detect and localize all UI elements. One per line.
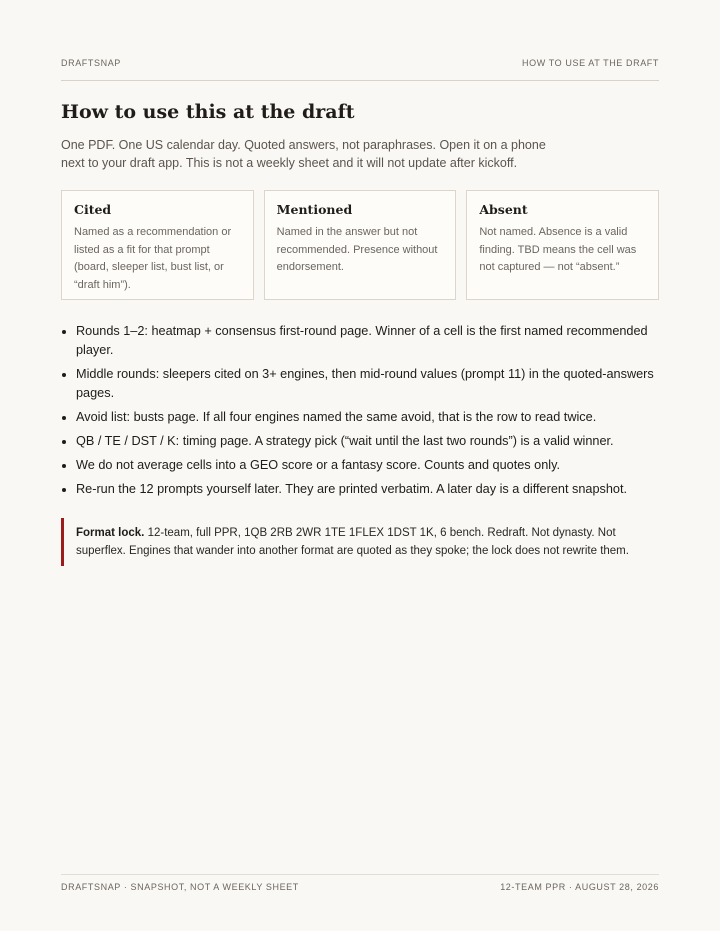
running-footer — [61, 882, 659, 892]
list-item: • We do not average cells into a GEO score or a fantasy score. Counts and quotes only. — [76, 456, 659, 475]
card-body: Named in the answer but not recommended. Presence without endorsement. — [276, 226, 438, 273]
card-body: Named as a recommendation or listed as a fit for that prompt (board, sleeper list, bust list, or “draft him”). — [74, 226, 232, 291]
running-header — [61, 58, 659, 68]
card-cited — [61, 190, 254, 300]
card-absent — [466, 190, 659, 300]
usage-list — [61, 322, 659, 504]
footer-divider — [61, 874, 659, 875]
footer-right-text: 12-TEAM PPR · AUGUST 28, 2026 — [500, 882, 659, 892]
section-name: HOW TO USE AT THE DRAFT — [522, 58, 659, 68]
callout-text: 12-team, full PPR, 1QB 2RB 2WR 1TE 1FLEX 1DST 1K, 6 bench. Redraft. Not dynasty. Not superflex. Engines that wander into another format are quoted as they spoke; the lock does not rewrite them. — [76, 527, 629, 557]
format-lock-callout — [61, 518, 659, 566]
list-item: • Middle rounds: sleepers cited on 3+ engines, then mid-round values (prompt 11) in the quoted-answers pages. — [76, 365, 659, 403]
list-item: • Rounds 1–2: heatmap + consensus first-round page. Winner of a cell is the first named recommended player. — [76, 322, 659, 360]
page-title: How to use this at the draft — [61, 101, 355, 123]
brand-name: DRAFTSNAP — [61, 58, 121, 68]
card-title: Mentioned — [276, 202, 353, 217]
card-title: Absent — [479, 202, 528, 217]
card-body: Not named. Absence is a valid finding. TBD means the cell was not captured — not “absent.” — [479, 226, 637, 273]
card-mentioned — [264, 190, 457, 300]
document-page — [61, 0, 659, 931]
callout-label: Format lock. — [76, 527, 145, 539]
card-title: Cited — [74, 202, 112, 217]
list-item: • Avoid list: busts page. If all four engines named the same avoid, that is the row to read twice. — [76, 408, 659, 427]
definition-cards — [61, 190, 659, 300]
header-divider — [61, 80, 659, 81]
list-item: • QB / TE / DST / K: timing page. A strategy pick (“wait until the last two rounds”) is a valid winner. — [76, 432, 659, 451]
intro-paragraph: One PDF. One US calendar day. Quoted answers, not paraphrases. Open it on a phone next to your draft app. This is not a weekly sheet and it will not update after kickoff. — [61, 138, 546, 170]
footer-left-text: DRAFTSNAP · SNAPSHOT, NOT A WEEKLY SHEET — [61, 882, 299, 892]
list-item: • Re-run the 12 prompts yourself later. They are printed verbatim. A later day is a different snapshot. — [76, 480, 659, 499]
